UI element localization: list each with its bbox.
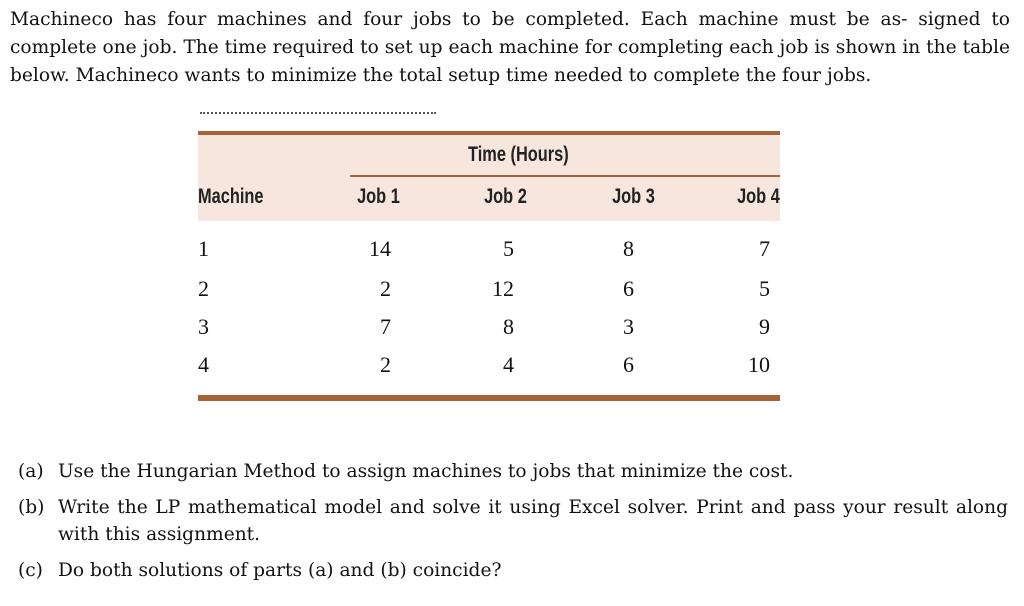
time-m2-job4: 5: [759, 276, 770, 301]
machine-id-1: 1: [198, 236, 209, 261]
time-m3-job3: 3: [623, 314, 634, 339]
time-m2-job1: 2: [380, 276, 391, 301]
column-header-job-4: Job 4: [737, 185, 780, 208]
time-m2-job3: 6: [623, 276, 634, 301]
time-m3-job4: 9: [759, 314, 770, 339]
time-m2-job2: 12: [492, 276, 514, 301]
group-header-rule: [350, 175, 780, 177]
time-m1-job1: 14: [369, 236, 391, 261]
question-b-text: Write the LP mathematical model and solve it using Excel solver. Print and pass your result along with this assignment.: [58, 497, 1008, 545]
question-a: [18, 458, 1008, 485]
time-m1-job3: 8: [623, 236, 634, 261]
column-header-job-1: Job 1: [357, 185, 400, 208]
column-header-machine: Machine: [198, 185, 264, 208]
question-c-text: Do both solutions of parts (a) and (b) coincide?: [58, 560, 502, 581]
question-list: [18, 458, 1008, 593]
time-m4-job2: 4: [503, 352, 514, 377]
question-b: [18, 494, 1008, 548]
column-header-job-3: Job 3: [612, 185, 655, 208]
time-m3-job2: 8: [503, 314, 514, 339]
problem-statement: Machineco has four machines and four jobs to be completed. Each machine must be as- signed to complete one job. The time required to set up each machine for completing each job is shown in the table below. Machineco wants to minimize the total setup time needed to complete the four jobs.: [10, 9, 1010, 86]
cropped-caption-fragment: [200, 112, 436, 118]
group-header-time-hours: Time (Hours): [468, 143, 569, 166]
question-a-label: (a): [18, 461, 44, 482]
question-a-text: Use the Hungarian Method to assign machines to jobs that minimize the cost.: [58, 461, 794, 482]
machine-id-3: 3: [198, 314, 209, 339]
time-m1-job2: 5: [503, 236, 514, 261]
question-c: [18, 557, 1008, 584]
time-m4-job3: 6: [623, 352, 634, 377]
question-b-label: (b): [18, 497, 45, 518]
time-m3-job1: 7: [380, 314, 391, 339]
time-m4-job1: 2: [380, 352, 391, 377]
machine-id-2: 2: [198, 276, 209, 301]
question-c-label: (c): [18, 560, 43, 581]
table-bottom-rule: [198, 395, 780, 401]
time-m4-job4: 10: [748, 352, 770, 377]
time-m1-job4: 7: [759, 236, 770, 261]
machine-id-4: 4: [198, 352, 209, 377]
setup-time-table: [198, 131, 780, 403]
column-header-job-2: Job 2: [484, 185, 527, 208]
